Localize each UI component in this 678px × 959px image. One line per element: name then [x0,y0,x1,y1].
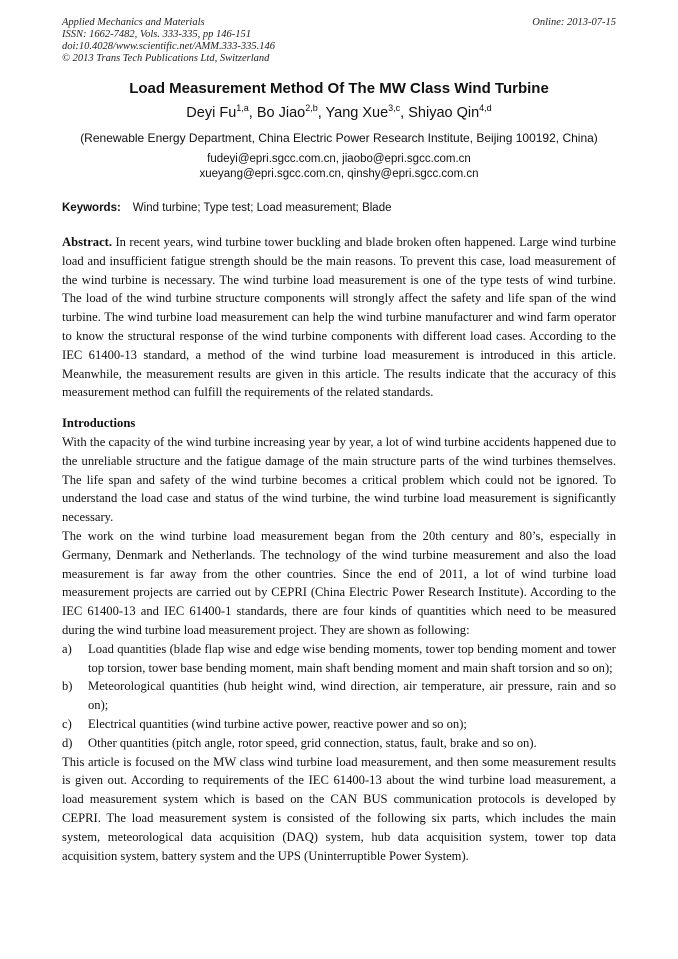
paragraph: This article is focused on the MW class wind turbine load measurement, and then some measurement results is given out. According to requirements of the IEC 61400-13 about the wind turbine load measurement, a load measurement system which is based on the CAN BUS communication protocols is developed by CEPRI. The load measurement system is consisted of the following six parts, which includes the main system, meteorological data acquisition (DAQ) system, hub data acquisition system, tower top data acquisition system, battery system and the UPS (Uninterruptible Power System). [62,754,616,863]
author-affil-mark: 3,c [388,103,401,113]
author-separator: , [248,105,257,121]
list-text: Other quantities (pitch angle, rotor speed, grid connection, status, fault, brake and so on). [88,735,537,750]
email-line: xueyang@epri.sgcc.com.cn, qinshy@epri.sgcc.com.cn [199,168,479,180]
keywords [62,201,391,216]
keywords-text: Wind turbine; Type test; Load measurement; Blade [132,202,392,214]
list-text: Meteorological quantities (hub height wind, wind direction, air temperature, air pressure, rain and so on); [88,679,616,713]
copyright-line: © 2013 Trans Tech Publications Ltd, Switzerland [62,53,270,64]
keywords-label: Keywords: [62,202,121,214]
list-item [62,640,616,678]
author-affil-mark: 2,b [305,103,318,113]
author-name: Deyi Fu [186,105,237,121]
author-name: Bo Jiao [256,105,306,121]
author-emails [40,152,638,182]
abstract-text: In recent years, wind turbine tower buckling and blade broken often happened. Large wind turbine load and insufficient fatigue strength should be the main reasons. To prevent this case, load measurement of the wind turbine is necessary. The wind turbine load measurement is one of the type tests of wind turbine. The load of the wind turbine structure components will strongly affect the safety and life span of the wind turbine. The wind turbine load measurement can help the wind turbine manufacturer and wind farm operator to know the structural response of the wind turbine components with different load cases. According to the IEC 61400-13 standard, a method of the wind turbine load measurement is introduced in this article. Meanwhile, the measurement results are given in this article. The results indicate that the accuracy of this measurement method can fulfill the requirements of the related standards. [62,235,616,400]
affiliation: (Renewable Energy Department, China Electric Power Research Institute, Beijing 100192, China) [80,131,598,145]
abstract [62,233,616,402]
author-affil-mark: 1,a [236,103,249,113]
author-separator: , [317,105,326,121]
list-item [62,734,616,753]
issn-line: ISSN: 1662-7482, Vols. 333-335, pp 146-151 [62,29,251,40]
paragraph: With the capacity of the wind turbine increasing year by year, a lot of wind turbine accidents happened due to the unreliable structure and the fatigue damage of the main structure parts of the wind turbines themselves. The life span and safety of the wind turbine becomes a critical problem which could not be ignored. To understand the load case and status of the wind turbine, the wind turbine load measurement is significantly necessary. [62,434,616,525]
list-item [62,677,616,715]
list-text: Electrical quantities (wind turbine active power, reactive power and so on); [88,716,467,731]
list-text: Load quantities (blade flap wise and edge wise bending moments, tower top bending moment and tower top torsion, tower base bending moment, main shaft bending moment and main shaft torsion and so on); [88,641,616,675]
author-list [40,103,638,123]
list-marker: a) [62,641,72,656]
list-marker: b) [62,679,73,694]
doi-line: doi:10.4028/www.scientific.net/AMM.333-335.146 [62,41,275,52]
paragraph: The work on the wind turbine load measurement began from the 20th century and 80’s, especially in Germany, Denmark and Netherlands. The technology of the wind turbine measurement and also the load measurement is far away from the other countries. Since the end of 2011, a lot of wind turbine load measurement projects are carried out by CEPRI (China Electric Power Research Institute). According to the IEC 61400-13 and IEC 61400-1 standards, there are four kinds of quantities which need to be measured during the wind turbine load measurement project. They are shown as following: [62,528,616,637]
section-heading: Introductions [62,416,136,431]
abstract-label: Abstract. [62,235,113,249]
list-marker: c) [62,716,72,731]
journal-header [62,17,275,65]
author-name: Shiyao Qin [408,105,480,121]
author-separator: , [400,105,409,121]
list-item [62,715,616,734]
author-affil-mark: 4,d [479,103,492,113]
journal-name: Applied Mechanics and Materials [62,17,205,28]
author-name: Yang Xue [325,105,389,121]
online-date: Online: 2013-07-15 [532,17,616,28]
list-marker: d) [62,735,73,750]
paper-body [62,233,616,865]
paper-title: Load Measurement Method Of The MW Class Wind Turbine [129,80,549,97]
email-line: fudeyi@epri.sgcc.com.cn, jiaobo@epri.sgcc.com.cn [207,153,471,165]
